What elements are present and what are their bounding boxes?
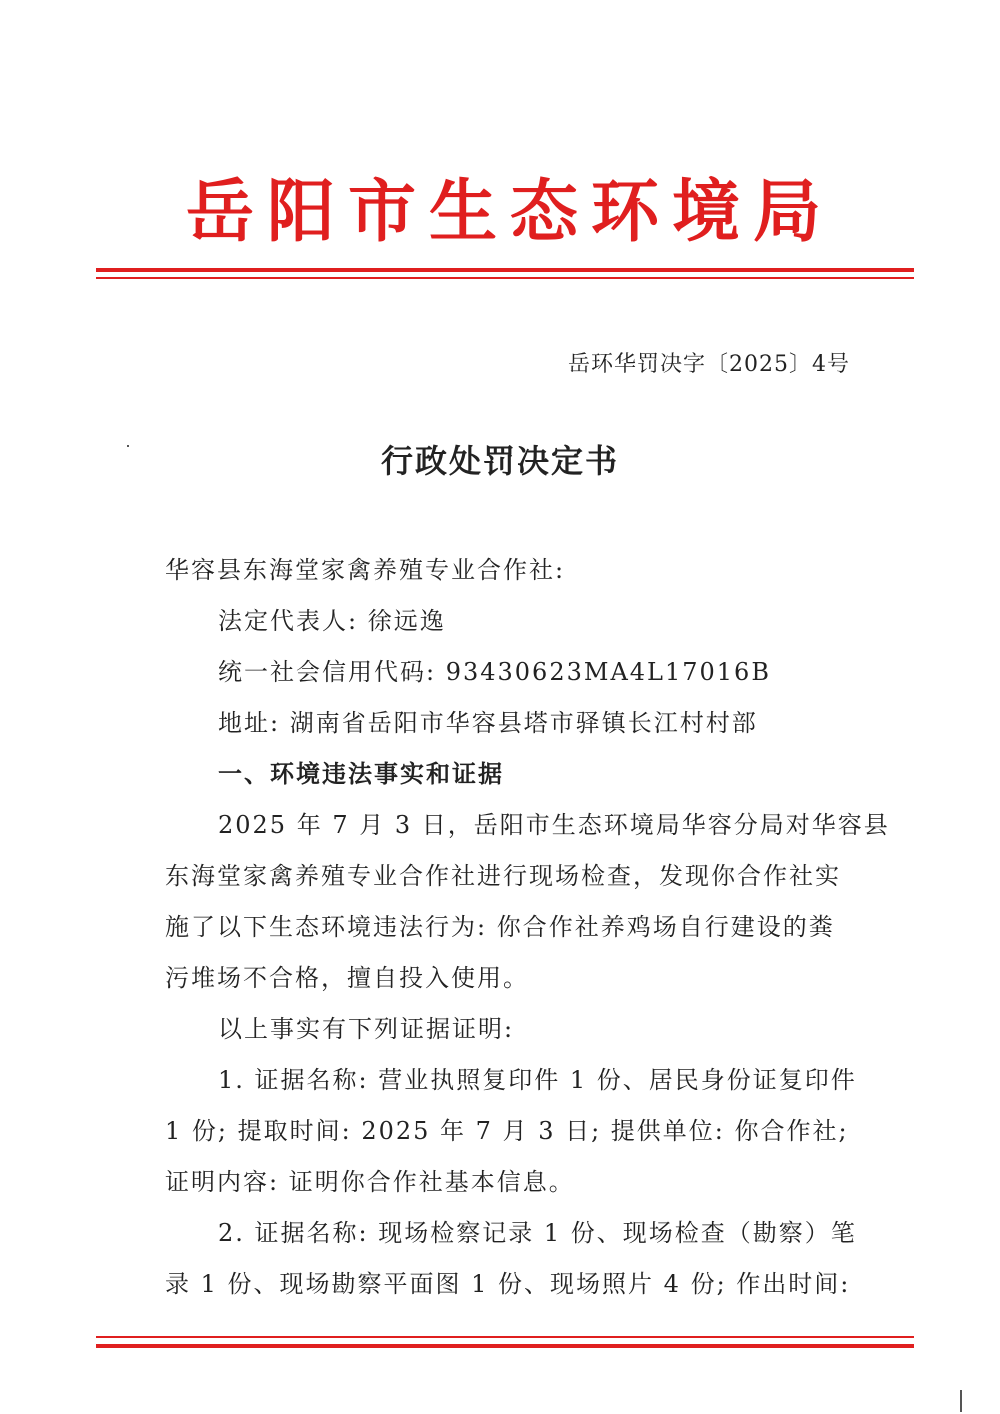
document-number: 岳环华罚决字〔2025〕4号 xyxy=(568,352,850,377)
paragraph-line: 2025 年 7 月 3 日，岳阳市生态环境局华容分局对华容县 xyxy=(218,811,890,839)
credit-code: 统一社会信用代码: 93430623MA4L17016B xyxy=(218,658,771,686)
evidence-item-2-line: 录 1 份、现场勘察平面图 1 份、现场照片 4 份; 作出时间: xyxy=(165,1270,851,1298)
evidence-item-1-line: 证明内容: 证明你合作社基本信息。 xyxy=(165,1168,575,1196)
paragraph-line: 东海堂家禽养殖专业合作社进行现场检查，发现你合作社实 xyxy=(165,862,841,890)
evidence-intro: 以上事实有下列证据证明: xyxy=(218,1015,515,1043)
paragraph-line: 施了以下生态环境违法行为: 你合作社养鸡场自行建设的粪 xyxy=(165,913,835,941)
agency-masthead: 岳阳市生态环境局 xyxy=(185,173,834,252)
evidence-item-2: 2. 证据名称: 现场检察记录 1 份、现场检查（勘察）笔 xyxy=(218,1219,857,1247)
header-rule-thick xyxy=(96,268,914,272)
footer-rule-thick xyxy=(96,1344,914,1348)
section-heading: 一、环境违法事实和证据 xyxy=(218,760,504,788)
document-title: 行政处罚决定书 xyxy=(380,442,619,480)
paragraph-line: 污堆场不合格，擅自投入使用。 xyxy=(165,964,529,992)
header-rule-thin xyxy=(96,277,914,279)
evidence-item-1-line: 1 份; 提取时间: 2025 年 7 月 3 日; 提供单位: 你合作社; xyxy=(165,1117,849,1145)
address: 地址: 湖南省岳阳市华容县塔市驿镇长江村村部 xyxy=(218,709,758,737)
recipient-name: 华容县东海堂家禽养殖专业合作社: xyxy=(165,556,566,584)
footer-rule-thin xyxy=(96,1336,914,1338)
page-edge-mark xyxy=(960,1390,962,1412)
evidence-item-1: 1. 证据名称: 营业执照复印件 1 份、居民身份证复印件 xyxy=(218,1066,857,1094)
legal-representative: 法定代表人: 徐远逸 xyxy=(218,607,446,635)
